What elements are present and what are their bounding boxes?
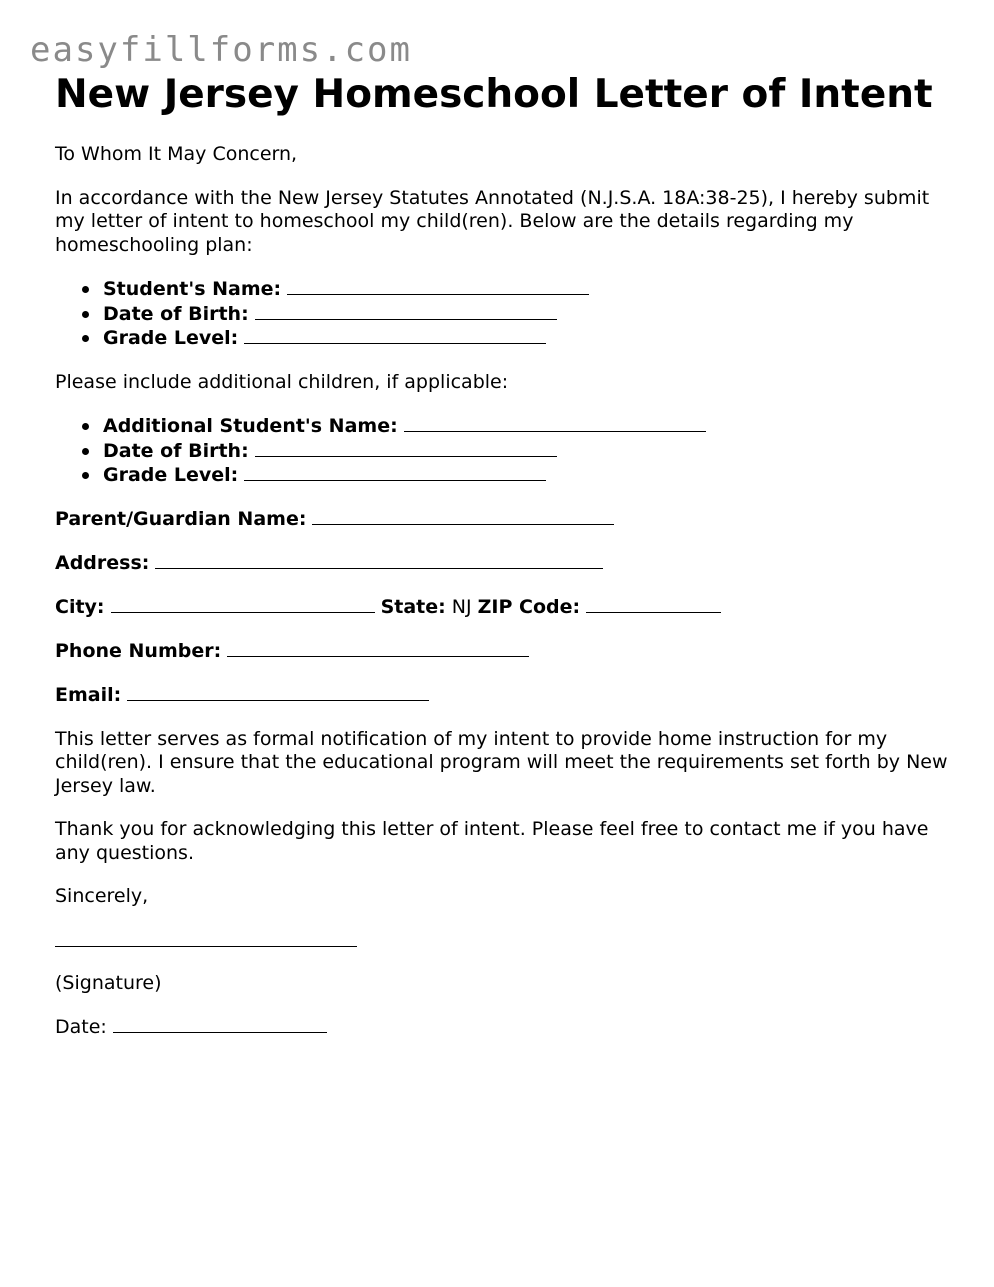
list-item xyxy=(103,439,955,464)
list-item xyxy=(103,414,955,439)
student-grade-label: Grade Level: xyxy=(103,327,239,349)
page-title: New Jersey Homeschool Letter of Intent xyxy=(55,72,933,117)
date-field[interactable] xyxy=(113,1015,327,1033)
city-field[interactable] xyxy=(111,595,375,613)
list-item xyxy=(103,277,955,302)
thanks-paragraph: Thank you for acknowledging this letter of intent. Please feel free to contact me if you have any questions. xyxy=(55,818,929,864)
additional-student-name-label: Additional Student's Name: xyxy=(103,415,398,437)
state-value: NJ xyxy=(451,596,472,618)
city-label: City: xyxy=(55,596,105,618)
student-fields-list xyxy=(55,277,955,351)
greeting: To Whom It May Concern, xyxy=(55,143,298,165)
additional-dob-field[interactable] xyxy=(255,439,557,457)
signature-caption: (Signature) xyxy=(55,972,162,994)
zip-label: ZIP Code: xyxy=(477,596,581,618)
parent-row xyxy=(55,507,955,532)
list-item xyxy=(103,326,955,351)
additional-student-name-field[interactable] xyxy=(404,414,706,432)
notification-paragraph: This letter serves as formal notification of my intent to provide home instruction for my child(ren). I ensure that the educational program will meet the requirements set forth by New Jersey law. xyxy=(55,727,948,797)
closing: Sincerely, xyxy=(55,885,149,907)
additional-dob-label: Date of Birth: xyxy=(103,439,249,462)
address-row xyxy=(55,551,955,576)
parent-name-field[interactable] xyxy=(312,507,614,525)
state-label: State: xyxy=(380,596,446,618)
letter-page xyxy=(55,70,955,1040)
date-row xyxy=(55,1015,955,1040)
signature-row xyxy=(55,929,955,953)
student-dob-field[interactable] xyxy=(255,302,557,320)
address-label: Address: xyxy=(55,552,150,574)
parent-name-label: Parent/Guardian Name: xyxy=(55,508,307,530)
email-field[interactable] xyxy=(127,683,429,701)
additional-grade-label: Grade Level: xyxy=(103,464,239,486)
phone-row xyxy=(55,639,955,664)
student-grade-field[interactable] xyxy=(244,326,546,344)
email-row xyxy=(55,683,955,708)
list-item xyxy=(103,302,955,327)
additional-grade-field[interactable] xyxy=(244,463,546,481)
address-field[interactable] xyxy=(155,551,603,569)
signature-field[interactable] xyxy=(55,929,357,947)
additional-children-note: Please include additional children, if applicable: xyxy=(55,370,509,393)
watermark: easyfillforms.com xyxy=(30,30,412,70)
city-state-zip-row xyxy=(55,595,955,620)
student-name-label: Student's Name: xyxy=(103,278,282,300)
intro-paragraph: In accordance with the New Jersey Statutes Annotated (N.J.S.A. 18A:38-25), I hereby submit my letter of intent to homeschool my child(ren). Below are the details regarding my homeschooling plan: xyxy=(55,186,930,256)
list-item xyxy=(103,463,955,488)
phone-label: Phone Number: xyxy=(55,640,222,662)
date-label: Date: xyxy=(55,1016,107,1038)
student-name-field[interactable] xyxy=(287,277,589,295)
email-label: Email: xyxy=(55,684,122,706)
student-dob-label: Date of Birth: xyxy=(103,302,249,325)
phone-field[interactable] xyxy=(227,639,529,657)
additional-fields-list xyxy=(55,414,955,488)
zip-field[interactable] xyxy=(586,595,721,613)
